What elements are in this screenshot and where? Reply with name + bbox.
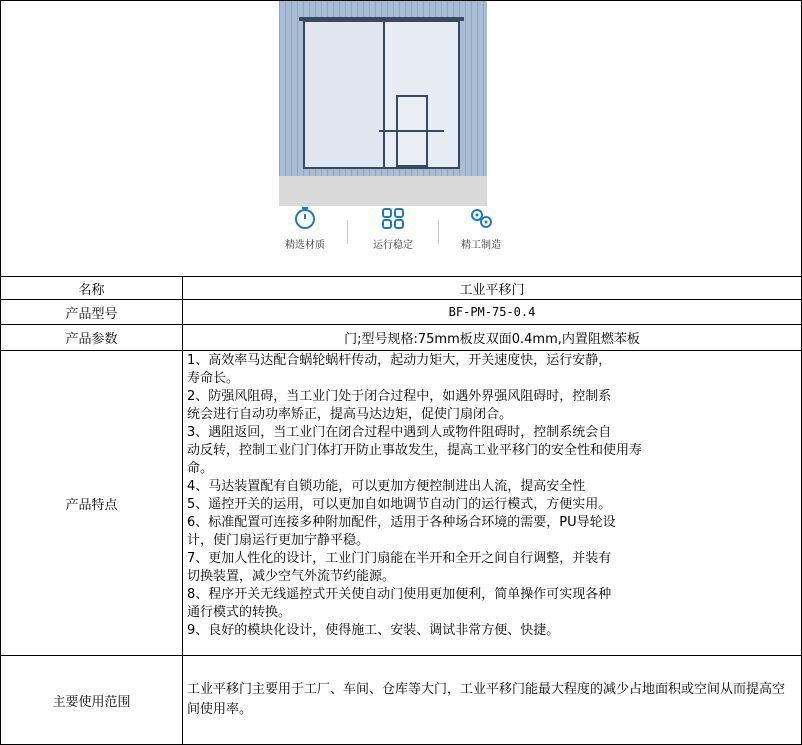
stopwatch-icon [292, 206, 318, 230]
feature-line: 9、良好的模块化设计，使得施工、安装、调试非常方便、快捷。 [187, 623, 560, 638]
feature-line: 3、遇阻返回，当工业门在闭合过程中遇到人或物件阻碍时，控制系统会自 [187, 425, 612, 440]
usage-label: 主要使用范围 [0, 655, 183, 745]
features-label: 产品特点 [0, 350, 183, 656]
feature-craft-label: 精工制造 [461, 240, 501, 251]
door-photo [279, 1, 487, 206]
feature-line: 7、更加人性化的设计，工业门门扇能在半开和全开之间自行调整，并装有 [187, 551, 612, 566]
divider [347, 220, 348, 244]
divider [438, 220, 439, 244]
feature-line: 动反转，控制工业门门体打开防止事故发生，提高工业平移门的安全性和使用寿 [187, 443, 643, 458]
model-value: BF-PM-75-0.4 [182, 299, 802, 325]
gears-icon [468, 206, 494, 230]
feature-line: 2、防强风阻碍，当工业门处于闭合过程中，如遇外界强风阻碍时，控制系 [187, 389, 612, 404]
params-value: 门;型号规格:75mm板皮双面0.4mm,内置阻燃苯板 [182, 324, 802, 351]
feature-line: 寿命长。 [187, 371, 240, 386]
feature-line: 4、马达装置配有自锁功能，可以更加方便控制进出人流，提高安全性 [187, 479, 586, 494]
name-label: 名称 [0, 276, 183, 300]
feature-line: 8、程序开关无线遥控式开关使自动门使用更加便利，简单操作可实现各种 [187, 587, 612, 602]
feature-line: 5、遥控开关的运用，可以更加自如地调节自动门的运行模式，方便实用。 [187, 497, 612, 512]
usage-text: 工业平移门主要用于工厂、车间、仓库等大门，工业平移门能最大程度的减少占地面积或空间从而提高空间使用率。 [182, 655, 802, 745]
feature-stable-label: 运行稳定 [373, 240, 413, 251]
ground [279, 176, 487, 206]
door-leaf-left [304, 21, 384, 168]
feature-line: 统会进行自动功率矫正，提高马达边矩，促使门扇闭合。 [187, 407, 513, 422]
grid-squares-icon [380, 206, 406, 230]
params-label: 产品参数 [0, 324, 183, 351]
model-label: 产品型号 [0, 299, 183, 325]
feature-line: 计，使门扇运行更加宁静平稳。 [187, 533, 370, 548]
feature-craft [446, 206, 516, 251]
feature-material-label: 精选材质 [285, 240, 325, 251]
feature-material [270, 206, 340, 251]
name-value: 工业平移门 [182, 276, 802, 300]
feature-stable [358, 206, 428, 251]
feature-line: 命。 [187, 461, 214, 476]
feature-line: 6、标准配置可连接多种附加配件，适用于各种场合环境的需要，PU导轮设 [187, 515, 616, 530]
features-list [182, 350, 802, 656]
feature-line: 通行模式的转换。 [187, 605, 292, 620]
feature-line: 1、高效率马达配合蜗轮蜗杆传动，起动力矩大，开关速度快，运行安静， [187, 353, 612, 368]
feature-icons [278, 206, 508, 254]
feature-line: 切换装置，减少空气外流节约能源。 [187, 569, 396, 584]
